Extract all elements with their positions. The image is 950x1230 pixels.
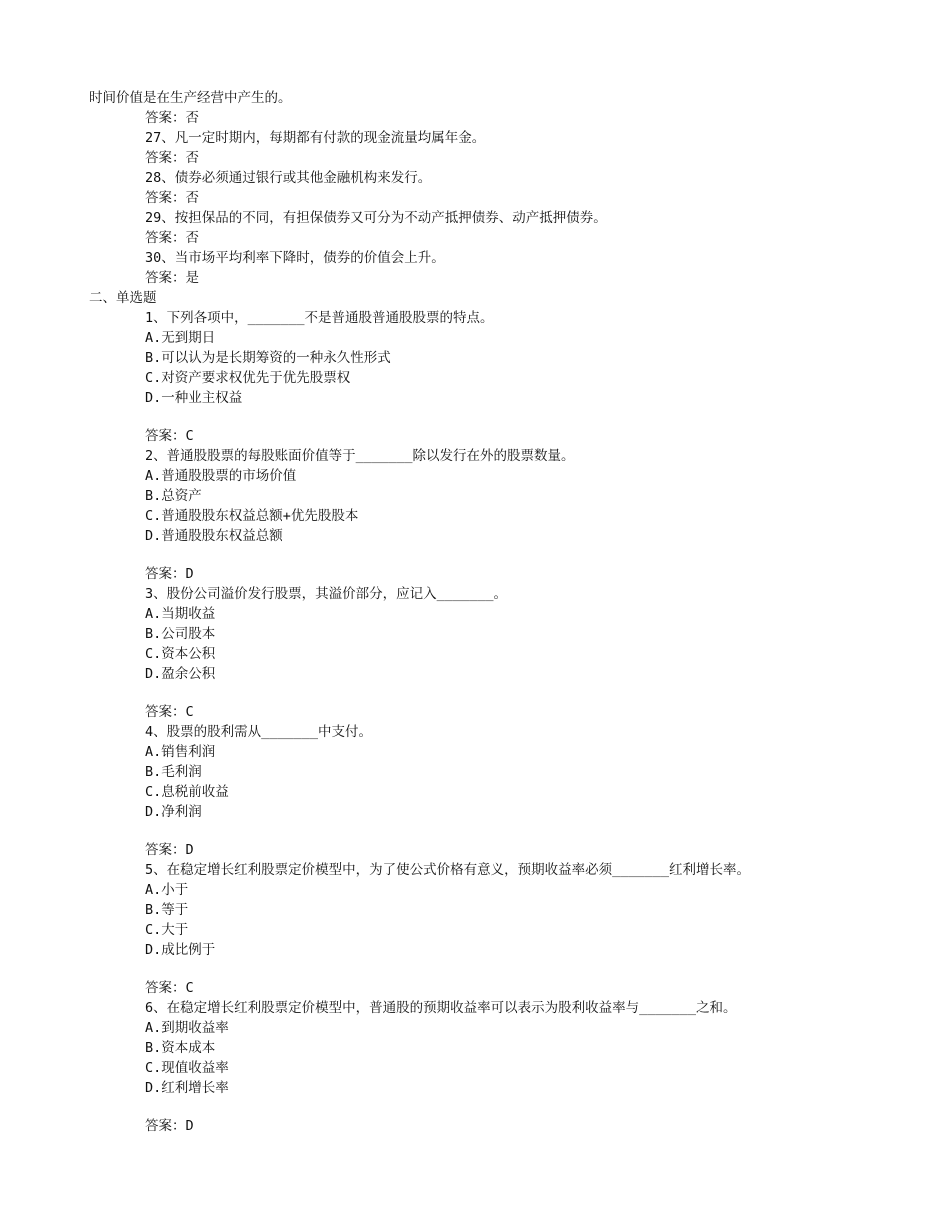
option-line: C.对资产要求权优先于优先股票权 bbox=[145, 370, 351, 386]
answer-line: 答案：C bbox=[145, 428, 194, 444]
question-item bbox=[0, 446, 950, 584]
question-stem: 5、在稳定增长红利股票定价模型中，为了使公式价格有意义，预期收益率必须_______红利增长率。 bbox=[145, 862, 751, 878]
question-line: 30、当市场平均利率下降时，债券的价值会上升。 bbox=[145, 250, 445, 266]
option-line: B.等于 bbox=[145, 902, 189, 918]
option-line: A.普通股股票的市场价值 bbox=[145, 468, 297, 484]
option-line: A.销售利润 bbox=[145, 744, 216, 760]
answer-line: 答案：否 bbox=[145, 230, 199, 246]
option-line: D.净利润 bbox=[145, 804, 202, 820]
answer-line: 答案：C bbox=[145, 980, 194, 996]
question-item bbox=[0, 308, 950, 446]
option-line: C.普通股股东权益总额+优先股股本 bbox=[145, 508, 359, 524]
spacer bbox=[0, 684, 950, 702]
question-stem: 6、在稳定增长红利股票定价模型中，普通股的预期收益率可以表示为股利收益率与_______之和。 bbox=[145, 1000, 737, 1016]
option-line: B.可以认为是长期筹资的一种永久性形式 bbox=[145, 350, 391, 366]
answer-line: 答案：D bbox=[145, 566, 194, 582]
option-line: C.大于 bbox=[145, 922, 189, 938]
option-line: B.资本成本 bbox=[145, 1040, 216, 1056]
option-line: D.一种业主权益 bbox=[145, 390, 243, 406]
option-line: D.普通股股东权益总额 bbox=[145, 528, 283, 544]
option-line: A.无到期日 bbox=[145, 330, 216, 346]
question-item bbox=[0, 584, 950, 722]
question-line: 28、债券必须通过银行或其他金融机构来发行。 bbox=[145, 170, 432, 186]
answer-line: 答案：是 bbox=[145, 270, 199, 286]
option-line: D.盈余公积 bbox=[145, 666, 216, 682]
true-false-section bbox=[0, 88, 950, 288]
spacer bbox=[0, 408, 950, 426]
question-line: 29、按担保品的不同，有担保债券又可分为不动产抵押债券、动产抵押债券。 bbox=[145, 210, 607, 226]
question-item bbox=[0, 722, 950, 860]
option-line: C.息税前收益 bbox=[145, 784, 229, 800]
spacer bbox=[0, 1098, 950, 1116]
answer-line: 答案：否 bbox=[145, 190, 199, 206]
question-stem: 4、股票的股利需从_______中支付。 bbox=[145, 724, 373, 740]
question-line: 时间价值是在生产经营中产生的。 bbox=[89, 90, 292, 106]
section-title: 二、单选题 bbox=[89, 290, 157, 306]
spacer bbox=[0, 822, 950, 840]
answer-line: 答案：D bbox=[145, 1118, 194, 1134]
option-line: B.公司股本 bbox=[145, 626, 216, 642]
option-line: D.成比例于 bbox=[145, 942, 216, 958]
question-stem: 1、下列各项中，_______不是普通股普通股股票的特点。 bbox=[145, 310, 494, 326]
option-line: B.总资产 bbox=[145, 488, 202, 504]
answer-line: 答案：D bbox=[145, 842, 194, 858]
answer-line: 答案：C bbox=[145, 704, 194, 720]
option-line: A.当期收益 bbox=[145, 606, 216, 622]
answer-line: 答案：否 bbox=[145, 150, 199, 166]
single-choice-section bbox=[0, 308, 950, 1136]
option-line: A.到期收益率 bbox=[145, 1020, 229, 1036]
option-line: A.小于 bbox=[145, 882, 189, 898]
option-line: C.资本公积 bbox=[145, 646, 216, 662]
document-page bbox=[0, 88, 950, 1136]
spacer bbox=[0, 960, 950, 978]
spacer bbox=[0, 546, 950, 564]
question-stem: 3、股份公司溢价发行股票，其溢价部分，应记入_______。 bbox=[145, 586, 508, 602]
option-line: D.红利增长率 bbox=[145, 1080, 229, 1096]
option-line: C.现值收益率 bbox=[145, 1060, 229, 1076]
question-line: 27、凡一定时期内，每期都有付款的现金流量均属年金。 bbox=[145, 130, 486, 146]
question-item bbox=[0, 998, 950, 1136]
question-stem: 2、普通股股票的每股账面价值等于_______除以发行在外的股票数量。 bbox=[145, 448, 575, 464]
answer-line: 答案：否 bbox=[145, 110, 199, 126]
question-item bbox=[0, 860, 950, 998]
option-line: B.毛利润 bbox=[145, 764, 202, 780]
